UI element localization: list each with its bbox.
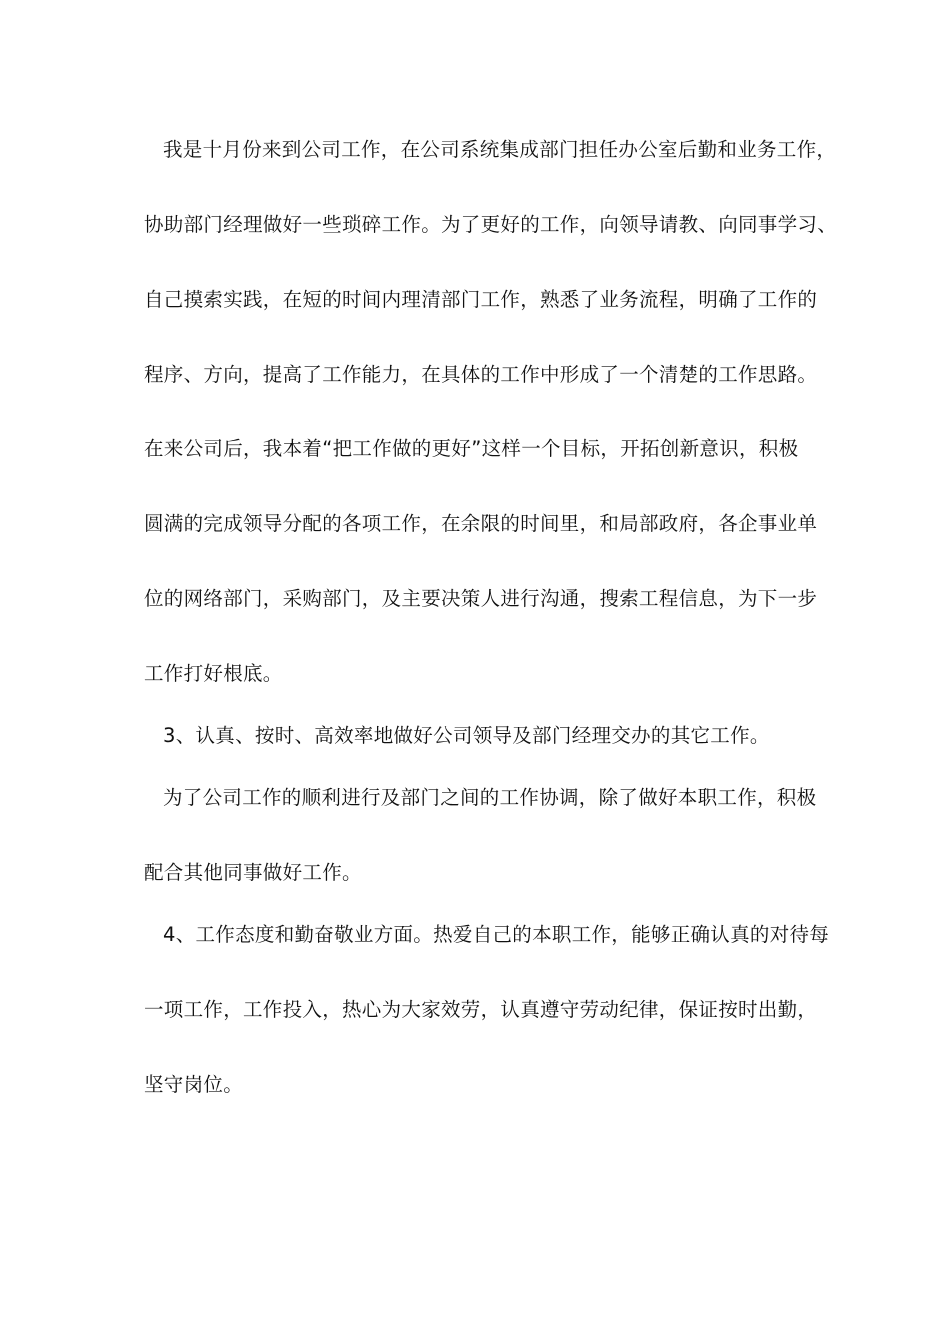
paragraph-4-line-3: 坚守岗位。 xyxy=(144,1073,244,1096)
paragraph-1-line-5: 在来公司后，我本着“把工作做的更好”这样一个目标，开拓创新意识，积极 xyxy=(144,437,799,460)
paragraph-4-line-1: 4、工作态度和勤奋敬业方面。热爱自己的本职工作，能够正确认真的对待每 xyxy=(163,923,830,946)
paragraph-3-line-1: 为了公司工作的顺利进行及部门之间的工作协调，除了做好本职工作，积极 xyxy=(163,786,817,809)
paragraph-1-line-8: 工作打好根底。 xyxy=(144,662,283,685)
paragraph-1-line-4: 程序、方向，提高了工作能力，在具体的工作中形成了一个清楚的工作思路。 xyxy=(144,363,818,386)
paragraph-3-line-2: 配合其他同事做好工作。 xyxy=(144,861,362,884)
paragraph-1-line-1: 我是十月份来到公司工作，在公司系统集成部门担任办公室后勤和业务工作， xyxy=(163,138,837,161)
paragraph-1-line-3: 自己摸索实践，在短的时间内理清部门工作，熟悉了业务流程，明确了工作的 xyxy=(144,288,818,311)
paragraph-2-line-1: 3、认真、按时、高效率地做好公司领导及部门经理交办的其它工作。 xyxy=(163,724,770,747)
paragraph-1-line-2: 协助部门经理做好一些琐碎工作。为了更好的工作，向领导请教、向同事学习、 xyxy=(144,213,838,236)
paragraph-1-line-7: 位的网络部门，采购部门，及主要决策人进行沟通，搜索工程信息，为下一步 xyxy=(144,587,818,610)
paragraph-1-line-6: 圆满的完成领导分配的各项工作，在余限的时间里，和局部政府，各企事业单 xyxy=(144,512,818,535)
paragraph-4-line-2: 一项工作，工作投入，热心为大家效劳，认真遵守劳动纪律，保证按时出勤， xyxy=(144,998,818,1021)
